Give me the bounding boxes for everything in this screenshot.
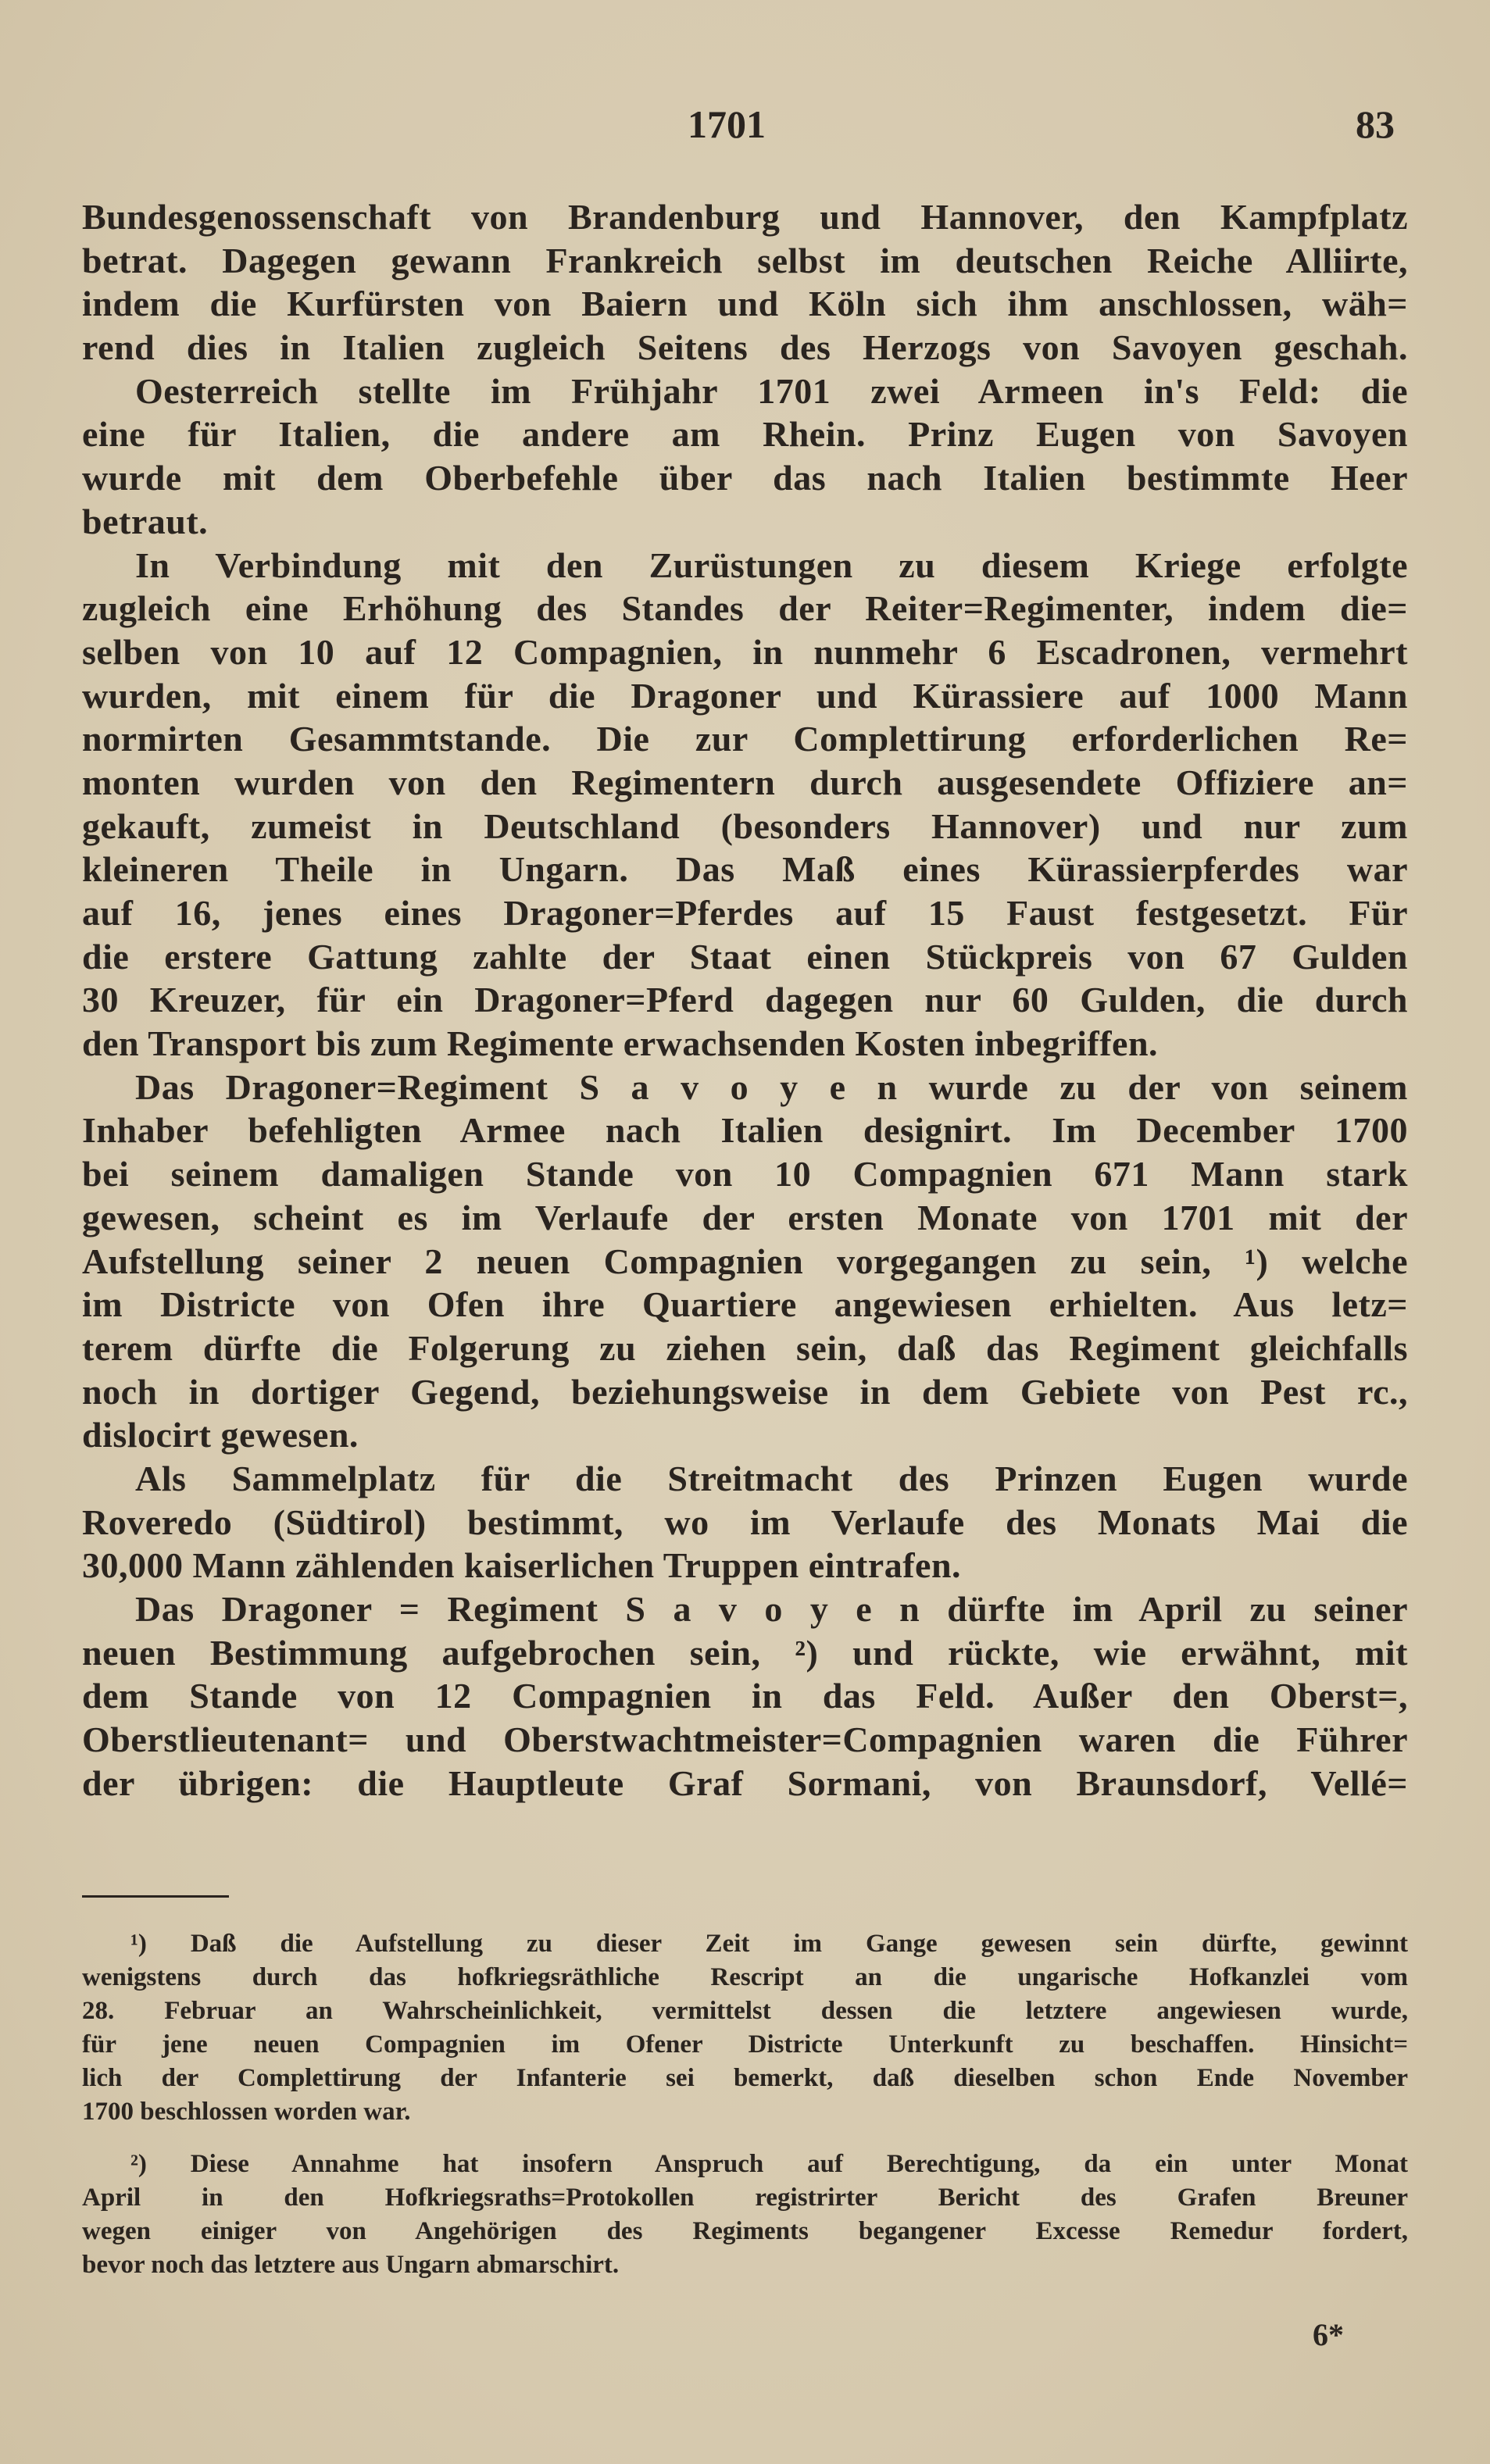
text-line: gekauft, zumeist in Deutschland (besonders Hannover) und nur zum bbox=[82, 805, 1408, 846]
footnote-line: für jene neuen Compagnien im Ofener Districte Unterkunft zu beschaffen. Hinsicht= bbox=[82, 2030, 1408, 2059]
footnote-2 bbox=[82, 2148, 1408, 2282]
main-text bbox=[82, 195, 1408, 1805]
text-line: wurde mit dem Oberbefehle über das nach Italien bestimmte Heer bbox=[82, 458, 1408, 498]
footnote-line: lich der Complettirung der Infanterie sei bemerkt, daß dieselben schon Ende November bbox=[82, 2064, 1408, 2092]
text-line: Das Dragoner = Regiment S a v o y e n dürfte im April zu seiner bbox=[135, 1589, 1408, 1629]
text-line: Inhaber befehligten Armee nach Italien designirt. Im December 1700 bbox=[82, 1110, 1408, 1151]
text-line: betraut. bbox=[82, 501, 209, 541]
text-line: Als Sammelplatz für die Streitmacht des Prinzen Eugen wurde bbox=[135, 1458, 1408, 1498]
footnote-line: wegen einiger von Angehörigen des Regiments begangener Excesse Remedur fordert, bbox=[82, 2217, 1408, 2245]
text-line: terem dürfte die Folgerung zu ziehen sein, daß das Regiment gleichfalls bbox=[82, 1327, 1408, 1368]
text-line: Aufstellung seiner 2 neuen Compagnien vorgegangen zu sein, ¹) welche bbox=[82, 1241, 1408, 1281]
footnotes bbox=[82, 1927, 1408, 2282]
text-line: In Verbindung mit den Zurüstungen zu diesem Kriege erfolgte bbox=[135, 545, 1408, 585]
footnote-line: 1700 beschlossen worden war. bbox=[82, 2098, 411, 2126]
text-line: bei seinem damaligen Stande von 10 Compagnien 671 Mann stark bbox=[82, 1154, 1408, 1195]
text-line: Oberstlieutenant= und Oberstwachtmeister=Compagnien waren die Führer bbox=[82, 1719, 1408, 1760]
footnote-line: bevor noch das letztere aus Ungarn abmarschirt. bbox=[82, 2251, 620, 2279]
text-line: gewesen, scheint es im Verlaufe der ersten Monate von 1701 mit der bbox=[82, 1197, 1408, 1237]
text-line: rend dies in Italien zugleich Seitens des Herzogs von Savoyen geschah. bbox=[82, 327, 1408, 368]
text-line: kleineren Theile in Ungarn. Das Maß eines Kürassierpferdes war bbox=[82, 849, 1408, 890]
signature-mark: 6* bbox=[1313, 2317, 1344, 2352]
footnote-1 bbox=[82, 1927, 1408, 2129]
text-line: Oesterreich stellte im Frühjahr 1701 zwei Armeen in's Feld: die bbox=[135, 370, 1408, 411]
running-title: 1701 bbox=[688, 102, 766, 146]
text-line: der übrigen: die Hauptleute Graf Sormani, von Braunsdorf, Vellé= bbox=[82, 1762, 1408, 1803]
text-line: betrat. Dagegen gewann Frankreich selbst im deutschen Reiche Alliirte, bbox=[82, 240, 1408, 280]
text-line: indem die Kurfürsten von Baiern und Köln sich ihm anschlossen, wäh= bbox=[82, 284, 1408, 324]
footnote-line: wenigstens durch das hofkriegsräthliche Rescript an die ungarische Hofkanzlei vom bbox=[82, 1963, 1408, 1991]
text-line: noch in dortiger Gegend, beziehungsweise in dem Gebiete von Pest rc., bbox=[82, 1371, 1408, 1412]
text-line: auf 16, jenes eines Dragoner=Pferdes auf 15 Faust festgesetzt. Für bbox=[82, 893, 1408, 933]
page-number: 83 bbox=[1356, 102, 1395, 146]
footnote-line: 28. Februar an Wahrscheinlichkeit, vermittelst dessen die letztere angewiesen wurde, bbox=[82, 1997, 1408, 2025]
footnote-line: ²) Diese Annahme hat insofern Anspruch auf Berechtigung, da ein unter Monat bbox=[130, 2150, 1408, 2178]
text-line: selben von 10 auf 12 Compagnien, in nunmehr 6 Escadronen, vermehrt bbox=[82, 631, 1408, 672]
text-line: neuen Bestimmung aufgebrochen sein, ²) und rückte, wie erwähnt, mit bbox=[82, 1632, 1408, 1673]
text-line: Bundesgenossenschaft von Brandenburg und Hannover, den Kampfplatz bbox=[82, 197, 1408, 237]
text-line: monten wurden von den Regimentern durch ausgesendete Offiziere an= bbox=[82, 762, 1408, 802]
text-line: eine für Italien, die andere am Rhein. Prinz Eugen von Savoyen bbox=[82, 414, 1408, 455]
text-line: Das Dragoner=Regiment S a v o y e n wurde zu der von seinem bbox=[135, 1066, 1408, 1107]
footnote-divider bbox=[82, 1895, 229, 1898]
footnote-line: ¹) Daß die Aufstellung zu dieser Zeit im Gange gewesen sein dürfte, gewinnt bbox=[130, 1930, 1408, 1958]
footnote-line: April in den Hofkriegsraths=Protokollen registrirter Bericht des Grafen Breuner bbox=[82, 2184, 1408, 2212]
text-line: die erstere Gattung zahlte der Staat einen Stückpreis von 67 Gulden bbox=[82, 936, 1408, 977]
text-line: Roveredo (Südtirol) bestimmt, wo im Verlaufe des Monats Mai die bbox=[82, 1502, 1408, 1542]
text-line: dem Stande von 12 Compagnien in das Feld. Außer den Oberst=, bbox=[82, 1676, 1408, 1716]
text-line: den Transport bis zum Regimente erwachsenden Kosten inbegriffen. bbox=[82, 1023, 1159, 1064]
text-line: im Districte von Ofen ihre Quartiere angewiesen erhielten. Aus letz= bbox=[82, 1284, 1408, 1325]
text-line: dislocirt gewesen. bbox=[82, 1415, 359, 1455]
text-line: 30 Kreuzer, für ein Dragoner=Pferd dagegen nur 60 Gulden, die durch bbox=[82, 980, 1408, 1020]
text-line: wurden, mit einem für die Dragoner und Kürassiere auf 1000 Mann bbox=[82, 675, 1408, 716]
text-line: zugleich eine Erhöhung des Standes der Reiter=Regimenter, indem die= bbox=[82, 588, 1408, 629]
text-line: 30,000 Mann zählenden kaiserlichen Truppen eintrafen. bbox=[82, 1545, 962, 1586]
text-line: normirten Gesammtstande. Die zur Complettirung erforderlichen Re= bbox=[82, 719, 1408, 759]
